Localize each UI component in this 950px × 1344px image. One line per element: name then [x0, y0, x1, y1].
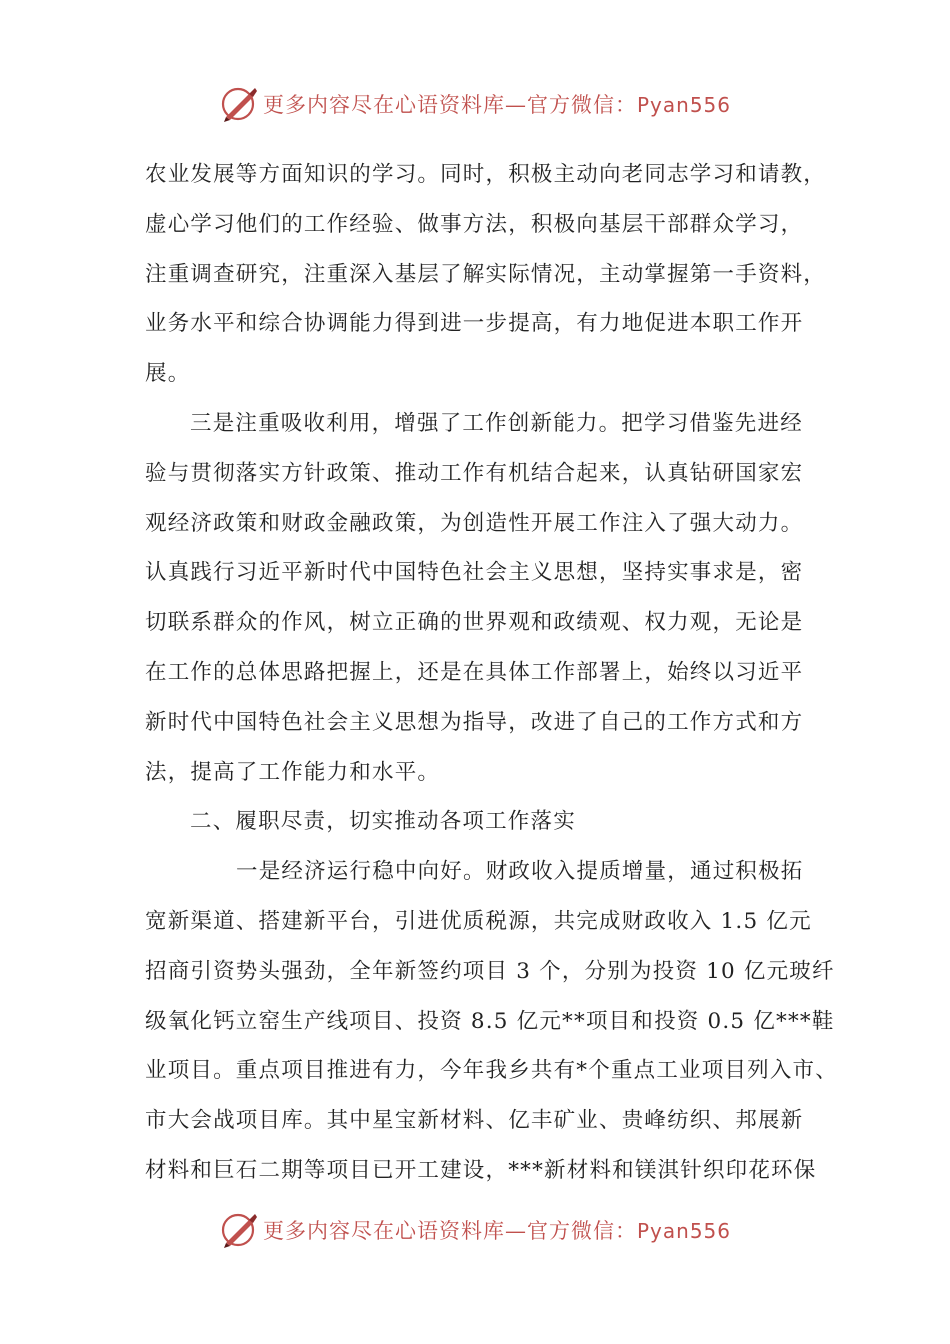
text-line: 级氧化钙立窑生产线项目、投资 8.5 亿元**项目和投资 0.5 亿***鞋	[145, 1008, 835, 1034]
paragraph-start-line: 三是注重吸收利用，增强了工作创新能力。把学习借鉴先进经	[190, 410, 803, 436]
text-line: 业务水平和综合协调能力得到进一步提高，有力地促进本职工作开	[145, 311, 804, 337]
text-line: 认真践行习近平新时代中国特色社会主义思想，坚持实事求是，密	[145, 560, 804, 586]
section-heading: 二、履职尽责，切实推动各项工作落实	[190, 809, 576, 835]
document-body	[145, 150, 838, 1196]
text-line: 宽新渠道、搭建新平台，引进优质税源，共完成财政收入 1.5 亿元	[145, 908, 812, 934]
text-line: 虚心学习他们的工作经验、做事方法，积极向基层干部群众学习，	[145, 211, 804, 237]
text-line: 新时代中国特色社会主义思想为指导，改进了自己的工作方式和方	[145, 709, 804, 735]
text-line: 材料和巨石二期等项目已开工建设，***新材料和镁淇针织印花环保	[145, 1157, 817, 1183]
text-line: 注重调查研究，注重深入基层了解实际情况，主动掌握第一手资料，	[145, 261, 827, 287]
pen-circle-icon	[219, 1210, 259, 1250]
header-watermark	[0, 82, 950, 126]
text-line: 展。	[145, 361, 191, 387]
text-line: 验与贯彻落实方针政策、推动工作有机结合起来，认真钻研国家宏	[145, 460, 804, 486]
watermark-text: 更多内容尽在心语资料库—官方微信：Pyan556	[262, 93, 731, 117]
text-line: 法，提高了工作能力和水平。	[145, 759, 441, 785]
text-line: 市大会战项目库。其中星宝新材料、亿丰矿业、贵峰纺织、邦展新	[145, 1108, 804, 1134]
paragraph-start-line: 一是经济运行稳中向好。财政收入提质增量，通过积极拓	[236, 859, 804, 885]
text-line: 农业发展等方面知识的学习。同时，积极主动向老同志学习和请教，	[145, 162, 827, 187]
text-line: 观经济政策和财政金融政策，为创造性开展工作注入了强大动力。	[145, 510, 804, 536]
text-line: 业项目。重点项目推进有力，今年我乡共有*个重点工业项目列入市、	[145, 1058, 838, 1084]
text-line: 招商引资势头强劲，全年新签约项目 3 个，分别为投资 10 亿元玻纤	[145, 958, 835, 984]
footer-watermark	[0, 1208, 950, 1252]
text-line: 在工作的总体思路把握上，还是在具体工作部署上，始终以习近平	[145, 659, 804, 685]
watermark-text: 更多内容尽在心语资料库—官方微信：Pyan556	[262, 1219, 731, 1243]
text-line: 切联系群众的作风，树立正确的世界观和政绩观、权力观，无论是	[145, 610, 804, 636]
pen-circle-icon	[219, 84, 259, 124]
